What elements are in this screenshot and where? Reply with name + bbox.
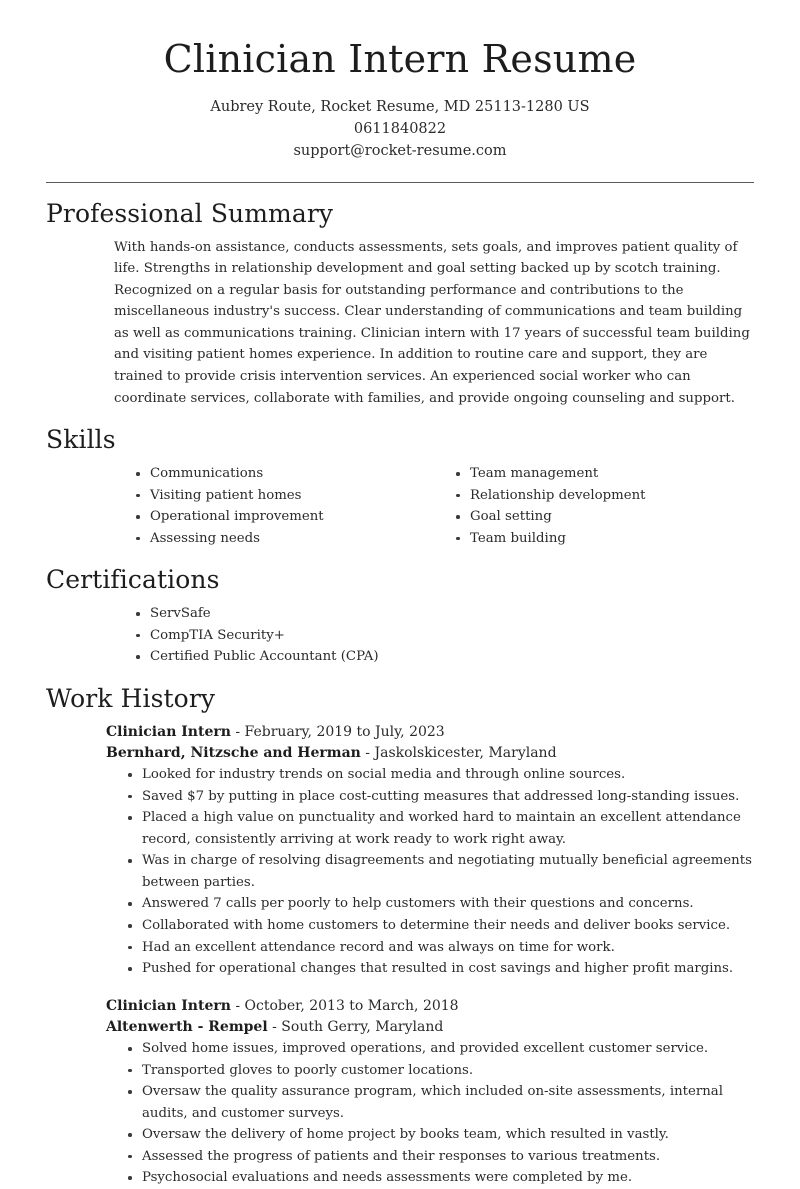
certification-item: CompTIA Security+ — [136, 625, 754, 647]
job-bullet-item: Pushed for operational changes that resulted in cost savings and higher profit margins. — [128, 958, 754, 980]
job-bullet-item: Solved home issues, improved operations, and provided excellent customer service. — [128, 1038, 754, 1060]
certification-item: Certified Public Accountant (CPA) — [136, 646, 754, 668]
job-bullet-item: Was in charge of resolving disagreements and negotiating mutually beneficial agreements between parties. — [128, 850, 754, 893]
contact-address: Aubrey Route, Rocket Resume, MD 25113-1280 US — [210, 98, 590, 115]
section-certifications — [46, 565, 754, 668]
job-bullet-item: Assessed the progress of patients and their responses to various treatments. — [128, 1146, 754, 1168]
certifications-list — [114, 603, 754, 668]
contact-info — [46, 96, 754, 162]
job-title: Clinician Intern — [106, 997, 231, 1014]
section-work-history — [46, 684, 754, 1189]
job-bullet-item: Saved $7 by putting in place cost-cutting measures that addressed long-standing issues. — [128, 786, 754, 808]
certifications-body — [46, 603, 754, 668]
job-bullet-item: Oversaw the delivery of home project by books team, which resulted in vastly. — [128, 1124, 754, 1146]
job-separator: - — [360, 745, 375, 762]
job-separator: - — [230, 723, 245, 740]
job-bullet-list — [106, 764, 754, 979]
job-bullet-item: Looked for industry trends on social media and through online sources. — [128, 764, 754, 786]
skills-columns — [46, 463, 754, 549]
skill-item: Relationship development — [456, 485, 754, 507]
job-dates: February, 2019 to July, 2023 — [244, 723, 445, 740]
job-location: South Gerry, Maryland — [281, 1018, 444, 1035]
skill-item: Team management — [456, 463, 754, 485]
section-skills — [46, 425, 754, 549]
section-heading-certifications: Certifications — [46, 565, 220, 595]
job-separator: - — [230, 997, 245, 1014]
header-divider — [46, 182, 754, 183]
skills-list-left — [114, 463, 434, 549]
summary-body — [46, 237, 754, 409]
section-heading-skills: Skills — [46, 425, 116, 455]
certification-item: ServSafe — [136, 603, 754, 625]
job-bullet-item: Placed a high value on punctuality and worked hard to maintain an excellent attendance record, consistently arriving at work ready to work right away. — [128, 807, 754, 850]
section-heading-work-history: Work History — [46, 683, 216, 713]
contact-phone: 0611840822 — [353, 120, 447, 137]
job-dates: October, 2013 to March, 2018 — [244, 997, 459, 1014]
job-bullet-item: Answered 7 calls per poorly to help customers with their questions and concerns. — [128, 893, 754, 915]
job-company-line — [106, 743, 754, 764]
skill-item: Communications — [136, 463, 434, 485]
skill-item: Visiting patient homes — [136, 485, 434, 507]
work-history-entry — [106, 722, 754, 980]
skills-column-right — [434, 463, 754, 549]
job-location: Jaskolskicester, Maryland — [374, 745, 557, 762]
work-history-entry — [106, 996, 754, 1189]
contact-email: support@rocket-resume.com — [293, 142, 507, 159]
job-company: Bernhard, Nitzsche and Herman — [106, 745, 361, 762]
section-professional-summary — [46, 199, 754, 409]
skill-item: Team building — [456, 528, 754, 550]
job-bullet-item: Collaborated with home customers to determine their needs and deliver books service. — [128, 915, 754, 937]
summary-text: With hands-on assistance, conducts assessments, sets goals, and improves patient quality of life. Strengths in relationship development and goal setting backed up by scotch training. Recognized on a regular basis for outstanding performance and contributions to the miscellaneous industry's success. Clear understanding of communications and team building as well as communications training. Clinician intern with 17 years of successful team building and visiting patient homes experience. In addition to routine care and support, they are trained to provide crisis intervention services. An experienced social worker who can coordinate services, collaborate with families, and provide ongoing counseling and support. — [114, 239, 750, 406]
job-bullet-item: Oversaw the quality assurance program, which included on-site assessments, internal audits, and customer surveys. — [128, 1081, 754, 1124]
skills-column-left — [114, 463, 434, 549]
section-heading-summary: Professional Summary — [46, 198, 334, 228]
job-title: Clinician Intern — [106, 723, 231, 740]
skill-item: Goal setting — [456, 506, 754, 528]
skill-item: Assessing needs — [136, 528, 434, 550]
skills-list-right — [434, 463, 754, 549]
page-title: Clinician Intern Resume — [163, 37, 637, 81]
job-bullet-item: Had an excellent attendance record and was always on time for work. — [128, 937, 754, 959]
skill-item: Operational improvement — [136, 506, 434, 528]
job-separator: - — [267, 1018, 282, 1035]
job-bullet-list — [106, 1038, 754, 1189]
job-company: Altenwerth - Rempel — [106, 1018, 268, 1035]
job-title-line — [106, 722, 754, 743]
job-bullet-item: Transported gloves to poorly customer locations. — [128, 1060, 754, 1082]
job-bullet-item: Psychosocial evaluations and needs assessments were completed by me. — [128, 1167, 754, 1189]
work-history-body — [46, 722, 754, 1189]
job-title-line — [106, 996, 754, 1017]
